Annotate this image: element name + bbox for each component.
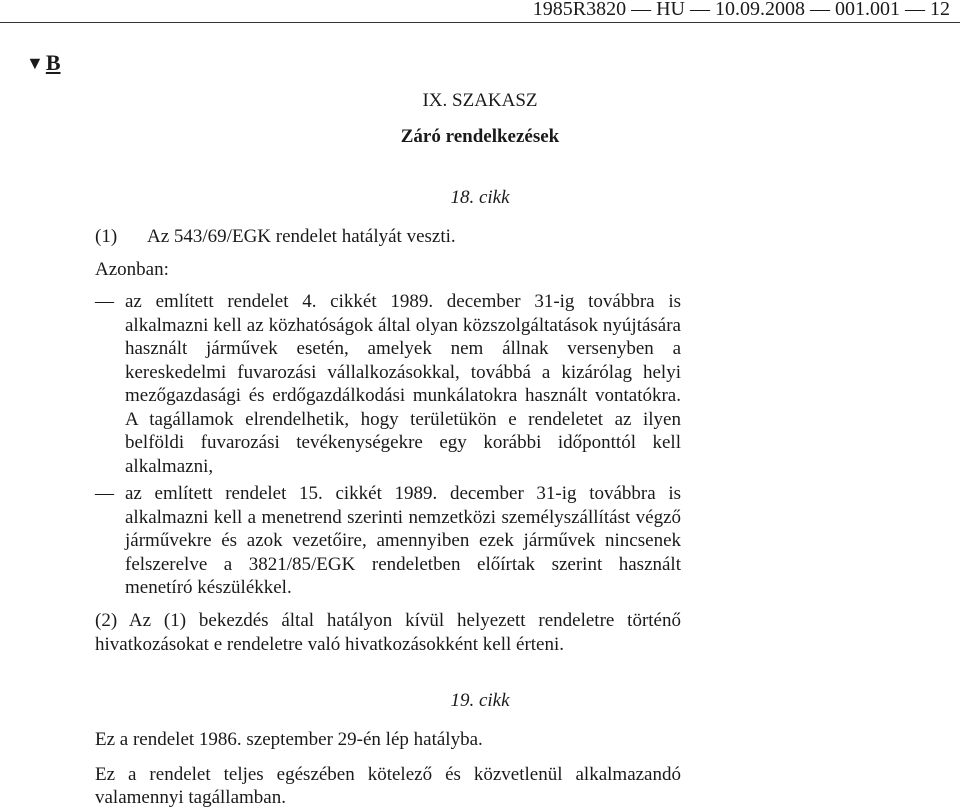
paragraph-text: Az 543/69/EGK rendelet hatályát veszti. <box>147 226 456 247</box>
article-18-paragraph-1 <box>95 225 695 248</box>
dash-marker: — <box>95 483 114 504</box>
article-19-paragraph-1: Ez a rendelet 1986. szeptember 29-én lép hatályba. <box>95 729 483 750</box>
azonban-label: Azonban: <box>95 259 169 280</box>
section-subtitle: Záró rendelkezések <box>400 126 560 147</box>
document-header: 1985R3820 — HU — 10.09.2008 — 001.001 — 12 <box>532 0 950 20</box>
paragraph-number: (1) <box>95 226 118 247</box>
article-19-heading: 19. cikk <box>450 690 510 711</box>
dash-marker: — <box>95 291 114 312</box>
list-item <box>95 482 681 600</box>
list-item <box>95 290 681 478</box>
amendment-marker-link[interactable]: B <box>45 50 61 75</box>
amendment-marker <box>26 50 61 76</box>
article-19-paragraph-2: Ez a rendelet teljes egészében kötelező és közvetlenül alkalmazandó valamennyi tagállamban. <box>95 764 681 808</box>
section-title: IX. SZAKASZ <box>422 90 538 111</box>
triangle-down-icon: ▼ <box>26 53 44 73</box>
article-18-heading: 18. cikk <box>450 187 510 208</box>
article-18-paragraph-2: (2) Az (1) bekezdés által hatályon kívül helyezett rendeletre történő hivatkozásokat e rendeletre való hivatkozásokként kell érteni. <box>95 610 681 655</box>
header-rule <box>0 0 960 23</box>
list-item-text: az említett rendelet 15. cikkét 1989. december 31-ig továbbra is alkalmazni kell a menetrend szerinti nemzetközi személyszállítást végző járművekre és azok vezetőire, amennyiben ezek járművek nincsenek felszerelve a 3821/85/EGK rendeletben előírtak szerint használt menetíró készülékkel. <box>125 483 681 598</box>
list-item-text: az említett rendelet 4. cikkét 1989. december 31-ig továbbra is alkalmazni kell az közhatóságok által olyan közszolgáltatások nyújtására használt járművek esetén, amelyek nem állnak versenyben a kereskedelmi fuvarozási vállalkozásokkal, továbbá a kizárólag helyi mezőgazdasági és erdőgazdálkodási munkálatokra használt vontatókra. A tagállamok elrendelhetik, hogy területükön e rendeletet az ilyen belföldi fuvarozási tevékenységekre egy korábbi időponttól kell alkalmazni, <box>125 291 681 477</box>
